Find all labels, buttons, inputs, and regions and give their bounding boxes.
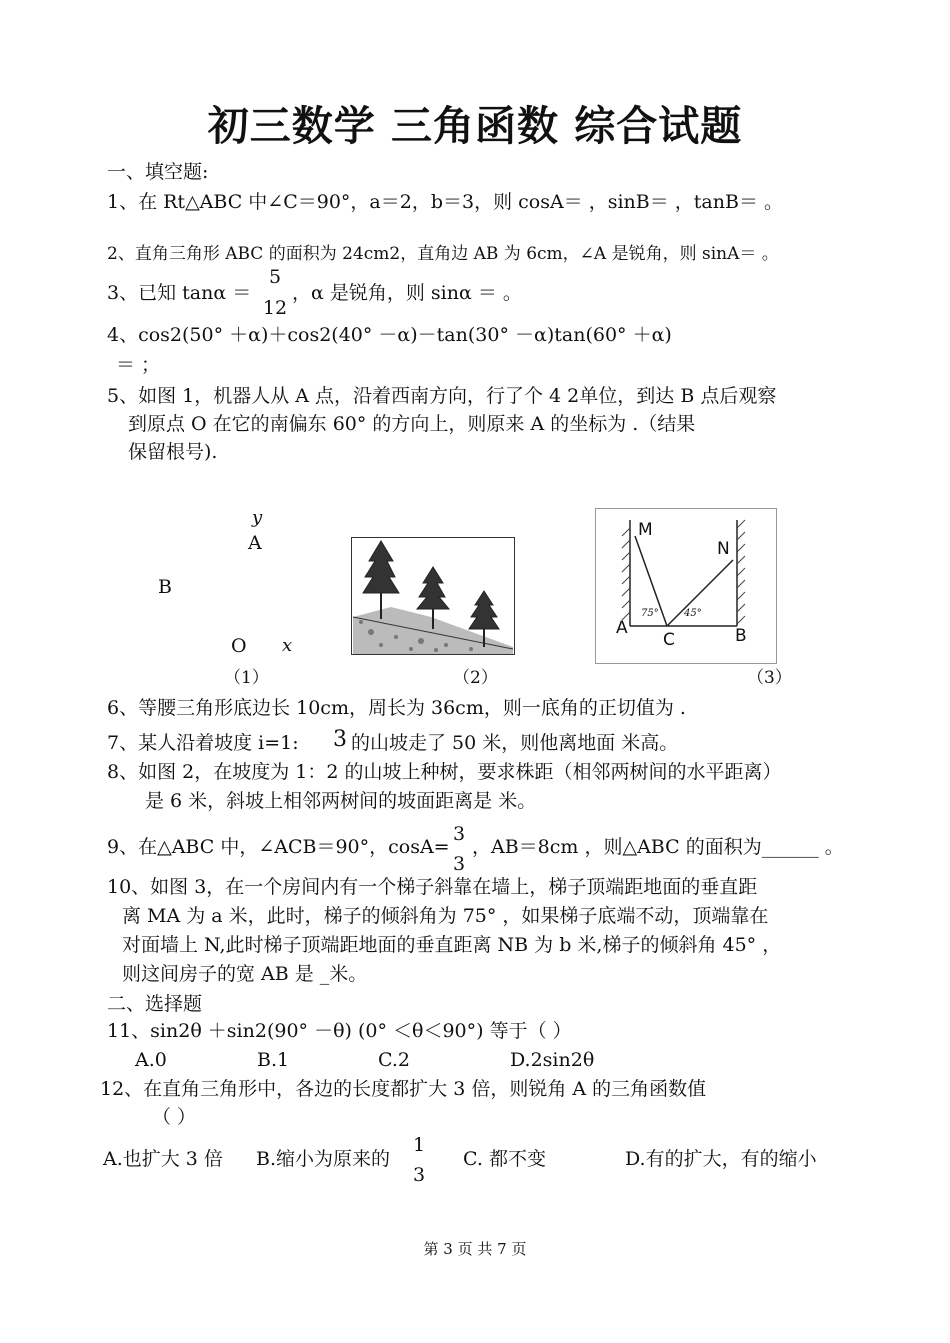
q12-option-b: B.缩小为原来的 [256,1148,391,1170]
fig1-point-a: A [248,532,262,554]
question-9-prefix: 9、在△ABC 中，∠ACB＝90°，cosA= [107,836,450,858]
question-10-line-2: 离 MA 为 a 米，此时，梯子的倾斜角为 75° ，如果梯子底端不动，顶端靠在 [122,905,769,927]
fig3-point-c: C [663,630,675,650]
fig3-ladder-room-diagram [595,508,777,664]
question-12-line-2: （ ） [152,1106,197,1128]
fig3-point-b: B [735,626,747,646]
q11-option-a: A.0 [135,1049,167,1071]
q9-fraction-numerator: 3 [452,823,466,845]
question-9-suffix: ，AB＝8cm ，则△ABC 的面积为______ 。 [472,836,844,858]
q11-option-d: D.2sin2θ [510,1049,595,1071]
page-title: 初三数学 三角函数 综合试题 [207,102,743,150]
fig3-point-n: N [717,539,730,559]
question-3-suffix: ，α 是锐角，则 sinα ＝ 。 [292,282,522,304]
q12-option-a: A.也扩大 3 倍 [103,1148,223,1170]
fig1-caption: （1） [224,668,269,688]
fig1-x-label: x [282,635,293,656]
q12-option-b-numerator: 1 [412,1134,426,1156]
question-8-line-1: 8、如图 2，在坡度为 1：2 的山坡上种树，要求株距（相邻两树间的水平距离） [107,761,782,783]
fig3-point-a: A [616,618,628,638]
fig1-point-b: B [158,576,172,598]
question-4-line-1: 4、cos2(50° ＋α)＋cos2(40° －α)－tan(30° －α)tan(60° ＋α) [107,324,672,346]
fig2-slope-trees-illustration [351,537,515,655]
question-5-line-3: 保留根号). [128,441,218,463]
q11-option-b: B.1 [257,1049,290,1071]
question-12-line-1: 12、在直角三角形中，各边的长度都扩大 3 倍，则锐角 A 的三角函数值 [100,1078,707,1100]
question-5-line-1: 5、如图 1，机器人从 A 点，沿着西南方向，行了个 4 2单位，到达 B 点后观察 [107,385,777,407]
section-1-heading: 一、填空题: [107,161,209,183]
question-6: 6、等腰三角形底边长 10cm，周长为 36cm，则一底角的正切值为 . [107,697,686,719]
fig2-caption: （2） [453,668,498,688]
q3-fraction-numerator: 5 [268,266,282,288]
question-10-line-1: 10、如图 3，在一个房间内有一个梯子斜靠在墙上，梯子顶端距地面的垂直距 [107,876,758,898]
q9-fraction-denominator: 3 [452,853,466,875]
q12-option-b-denominator: 3 [412,1164,426,1186]
page-footer: 第 3 页 共 7 页 [423,1240,527,1258]
q3-fraction-denominator: 12 [262,297,288,319]
question-3-prefix: 3、已知 tanα ＝ [107,282,252,304]
fig1-origin-o: O [231,635,247,657]
question-7-prefix: 7、某人沿着坡度 i=1: [107,732,299,754]
tree-1 [363,541,399,619]
question-8-line-2: 是 6 米，斜坡上相邻两树间的坡面距离是 米。 [145,790,537,812]
q11-option-c: C.2 [378,1049,410,1071]
question-10-line-3: 对面墙上 N,此时梯子顶端距地面的垂直距离 NB 为 b 米,梯子的倾斜角 45° ， [122,934,782,956]
q12-option-c: C. 都不变 [463,1148,546,1170]
fig1-y-label: y [252,507,263,528]
fig3-point-m: M [638,520,653,540]
q12-option-d: D.有的扩大，有的缩小 [625,1148,817,1170]
question-7-suffix: 的山坡走了 50 米，则他离地面 米高。 [351,732,679,754]
fig3-angle-45: 45° [684,608,702,619]
section-2-heading: 二、选择题 [107,993,203,1015]
q7-radical-value: 3 [333,727,347,752]
fig3-caption: （3） [747,668,792,688]
fig3-angle-75: 75° [641,608,659,619]
question-1: 1、在 Rt△ABC 中∠C＝90°，a＝2，b＝3，则 cosA＝ ，sinB＝ ，tanB＝ 。 [107,191,783,213]
question-10-line-4: 则这间房子的宽 AB 是 _米。 [122,963,368,985]
question-11: 11、sin2θ ＋sin2(90° －θ) (0° ＜θ＜90°) 等于（ ） [107,1020,572,1042]
question-4-line-2: ＝ ； [116,354,161,376]
question-5-line-2: 到原点 O 在它的南偏东 60° 的方向上，则原来 A 的坐标为 .（结果 [128,413,696,435]
question-2: 2、直角三角形 ABC 的面积为 24cm2，直角边 AB 为 6cm，∠A 是锐角，则 sinA＝ 。 [107,244,779,264]
